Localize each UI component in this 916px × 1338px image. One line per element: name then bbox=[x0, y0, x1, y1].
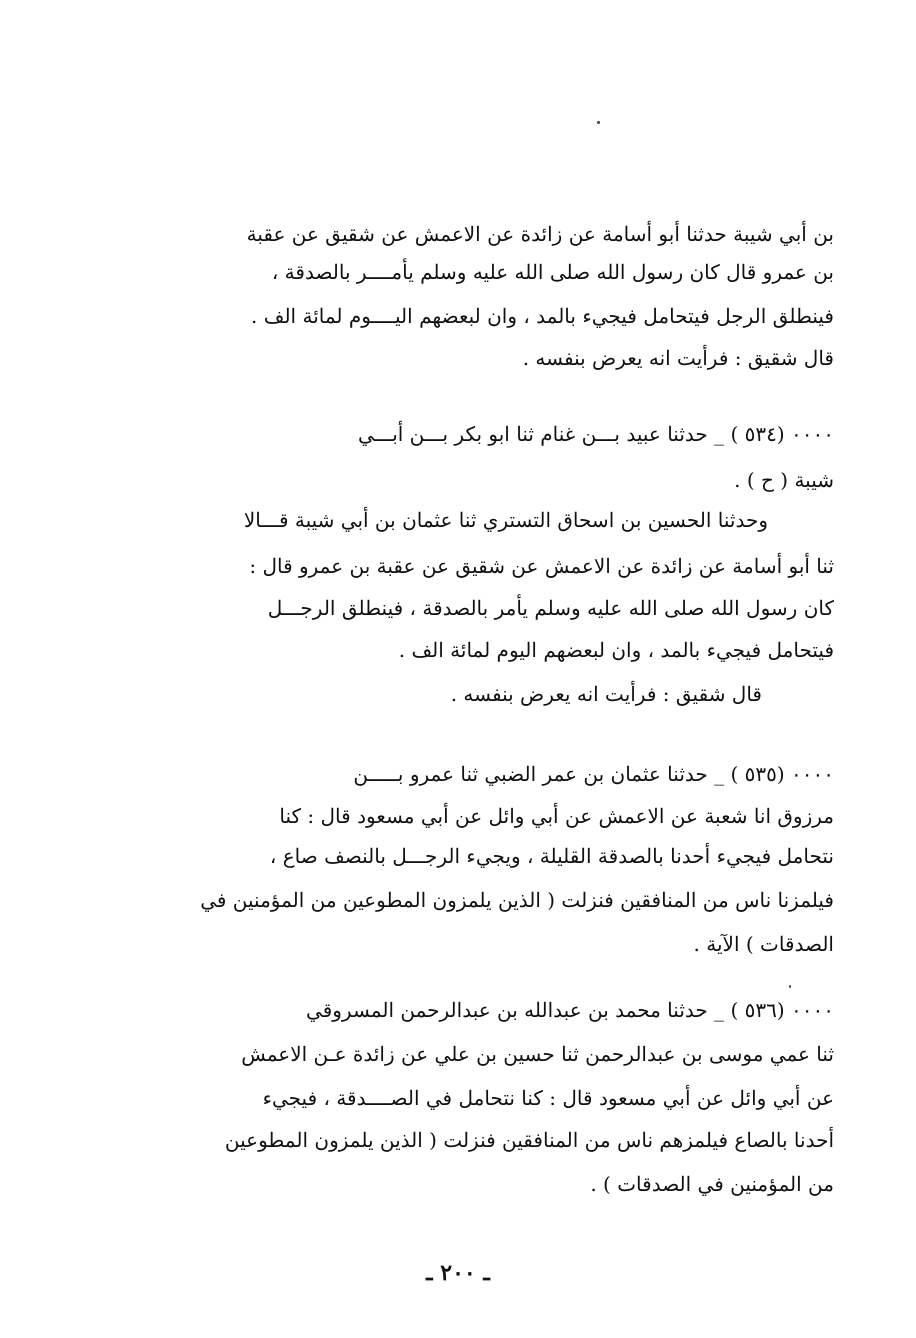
text-line: شيبة ( ح ) . bbox=[734, 468, 834, 492]
text-line: فينطلق الرجل فيتحامل فيجيء بالمد ، وان لبعضهم اليــــوم لمائة الف . bbox=[251, 304, 834, 328]
scan-speck bbox=[789, 985, 791, 988]
text-line: ثنا عمي موسى بن عبدالرحمن ثنا حسين بن علي عن زائدة عـن الاعمش bbox=[241, 1042, 834, 1066]
text-line: قال شقيق : فرأيت انه يعرض بنفسه . bbox=[450, 682, 762, 706]
text-line: بن عمرو قال كان رسول الله صلى الله عليه وسلم يأمــــر بالصدقة ، bbox=[271, 260, 834, 284]
scan-speck bbox=[597, 121, 600, 124]
hadith-heading-535: ٠٠٠٠ (٥٣٥ ) _ حدثنا عثمان بن عمر الضبي ثنا عمرو بـــــن bbox=[353, 762, 834, 786]
text-line: فيلمزنا ناس من المنافقين فنزلت ( الذين يلمزون المطوعين من المؤمنين في bbox=[200, 888, 834, 912]
text-line: من المؤمنين في الصدقات ) . bbox=[590, 1172, 834, 1196]
hadith-heading-534: ٠٠٠٠ (٥٣٤ ) _ حدثنا عبيد بـــن غنام ثنا ابو بكر بـــن أبـــي bbox=[357, 422, 834, 446]
text-line: مرزوق انا شعبة عن الاعمش عن أبي وائل عن أبي مسعود قال : كنا bbox=[279, 804, 834, 828]
text-line: عن أبي وائل عن أبي مسعود قال : كنا نتحامل في الصــــدقة ، فيجيء bbox=[262, 1086, 834, 1110]
text-line: وحدثنا الحسين بن اسحاق التستري ثنا عثمان بن أبي شيبة قـــالا bbox=[243, 508, 768, 532]
text-line: نتحامل فيجيء أحدنا بالصدقة القليلة ، ويجيء الرجـــل بالنصف صاع ، bbox=[269, 844, 834, 868]
text-line: قال شقيق : فرأيت انه يعرض بنفسه . bbox=[522, 346, 834, 370]
hadith-heading-536: ٠٠٠٠ (٥٣٦ ) _ حدثنا محمد بن عبدالله بن عبدالرحمن المسروقي bbox=[306, 998, 834, 1022]
text-line: الصدقات ) الآية . bbox=[693, 932, 834, 956]
text-line: بن أبي شيبة حدثنا أبو أسامة عن زائدة عن الاعمش عن شقيق عن عقبة bbox=[246, 222, 834, 246]
text-line: فيتحامل فيجيء بالمد ، وان لبعضهم اليوم لمائة الف . bbox=[398, 638, 834, 662]
text-line: أحدنا بالصاع فيلمزهم ناس من المنافقين فنزلت ( الذين يلمزون المطوعين bbox=[224, 1128, 834, 1152]
page-number: ـ ٢٠٠ ـ bbox=[426, 1260, 490, 1286]
text-line: كان رسول الله صلى الله عليه وسلم يأمر بالصدقة ، فينطلق الرجـــل bbox=[267, 596, 834, 620]
text-line: ثنا أبو أسامة عن زائدة عن الاعمش عن شقيق عن عقبة بن عمرو قال : bbox=[249, 554, 834, 578]
